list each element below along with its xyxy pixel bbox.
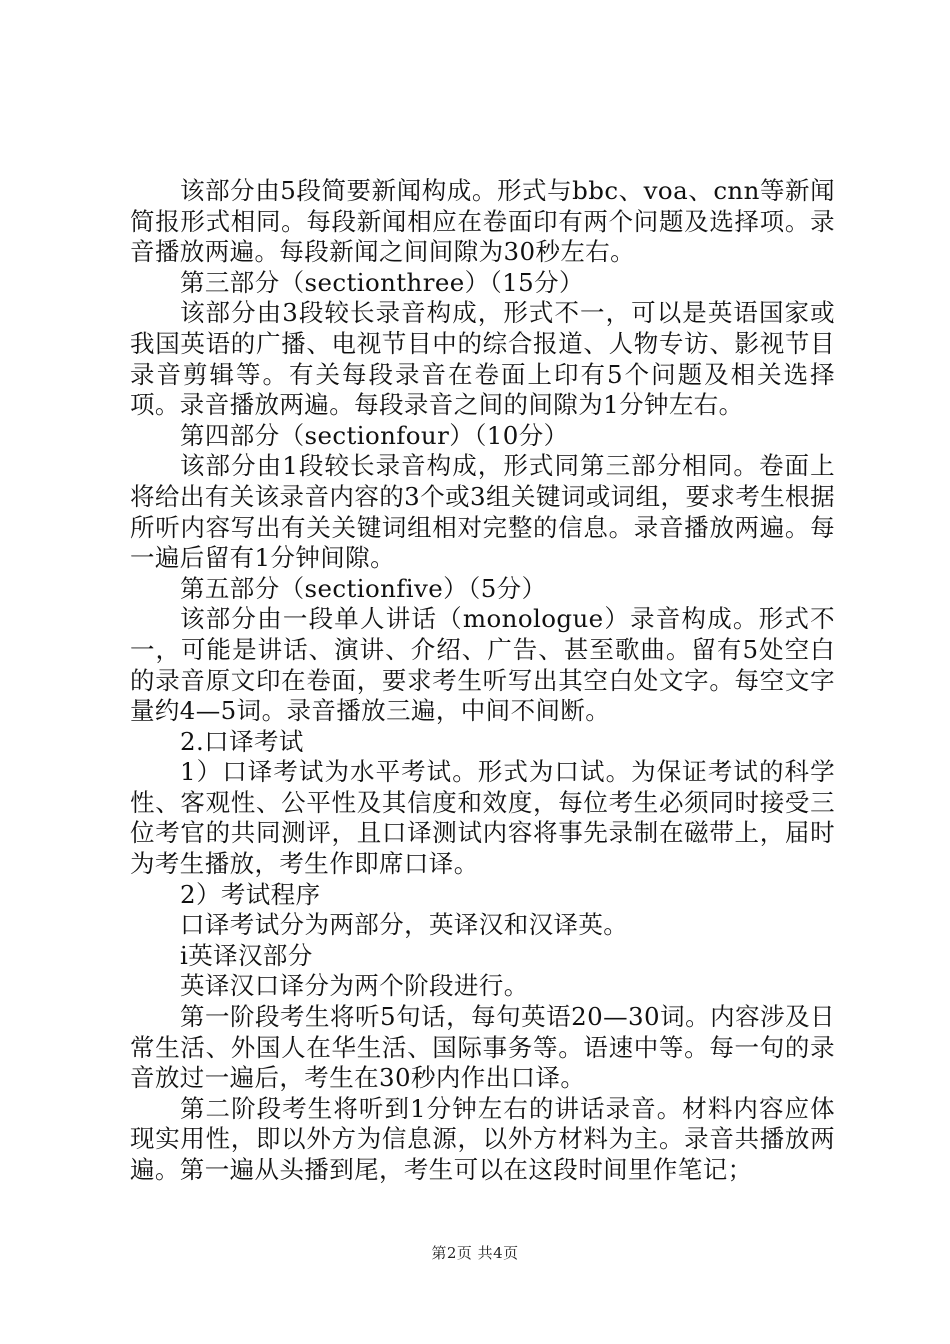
- heading-section-four: 第四部分（sectionfour）（10分）: [180, 420, 569, 450]
- page-footer: 第2页 共4页: [431, 1244, 519, 1262]
- paragraph-section-three-description: 该部分由3段较长录音构成，形式不一，可以是英语国家或我国英语的广播、电视节目中的综合报道、人物专访、影视节目录音剪辑等。有关每段录音在卷面上印有5个问题及相关选择项。录音播放两遍。每段录音之间的间隙为1分钟左右。: [130, 298, 835, 420]
- heading-english-to-chinese: i英译汉部分: [180, 940, 313, 970]
- paragraph-interpretation-overview: 1）口译考试为水平考试。形式为口试。为保证考试的科学性、客观性、公平性及其信度和效度，每位考生必须同时接受三位考官的共同测评，且口译测试内容将事先录制在磁带上，届时为考生播放，考生作即席口译。: [130, 757, 835, 879]
- heading-interpretation-exam: 2.口译考试: [180, 726, 304, 756]
- heading-section-five: 第五部分（sectionfive）（5分）: [180, 573, 547, 603]
- heading-exam-procedure: 2）考试程序: [180, 879, 321, 909]
- paragraph-stage-one: 第一阶段考生将听5句话，每句英语20—30词。内容涉及日常生活、外国人在华生活、国际事务等。语速中等。每一句的录音放过一遍后，考生在30秒内作出口译。: [130, 1002, 835, 1093]
- paragraph-exam-parts: 口译考试分为两部分，英译汉和汉译英。: [180, 910, 629, 940]
- paragraph-section-two-description: 该部分由5段简要新闻构成。形式与bbc、voa、cnn等新闻简报形式相同。每段新闻相应在卷面印有两个问题及选择项。录音播放两遍。每段新闻之间间隙为30秒左右。: [130, 176, 835, 267]
- paragraph-section-four-description: 该部分由1段较长录音构成，形式同第三部分相同。卷面上将给出有关该录音内容的3个或3组关键词或词组，要求考生根据所听内容写出有关关键词组相对完整的信息。录音播放两遍。每一遍后留有1分钟间隙。: [130, 451, 835, 573]
- paragraph-section-five-description: 该部分由一段单人讲话（monologue）录音构成。形式不一，可能是讲话、演讲、介绍、广告、甚至歌曲。留有5处空白的录音原文印在卷面，要求考生听写出其空白处文字。每空文字量约4—5词。录音播放三遍，中间不间断。: [130, 604, 835, 726]
- document-body: [130, 176, 835, 1186]
- paragraph-two-stages: 英译汉口译分为两个阶段进行。: [180, 971, 529, 1001]
- paragraph-stage-two: 第二阶段考生将听到1分钟左右的讲话录音。材料内容应体现实用性，即以外方为信息源，以外方材料为主。录音共播放两遍。第一遍从头播到尾，考生可以在这段时间里作笔记；: [130, 1093, 835, 1184]
- heading-section-three: 第三部分（sectionthree）（15分）: [180, 267, 584, 297]
